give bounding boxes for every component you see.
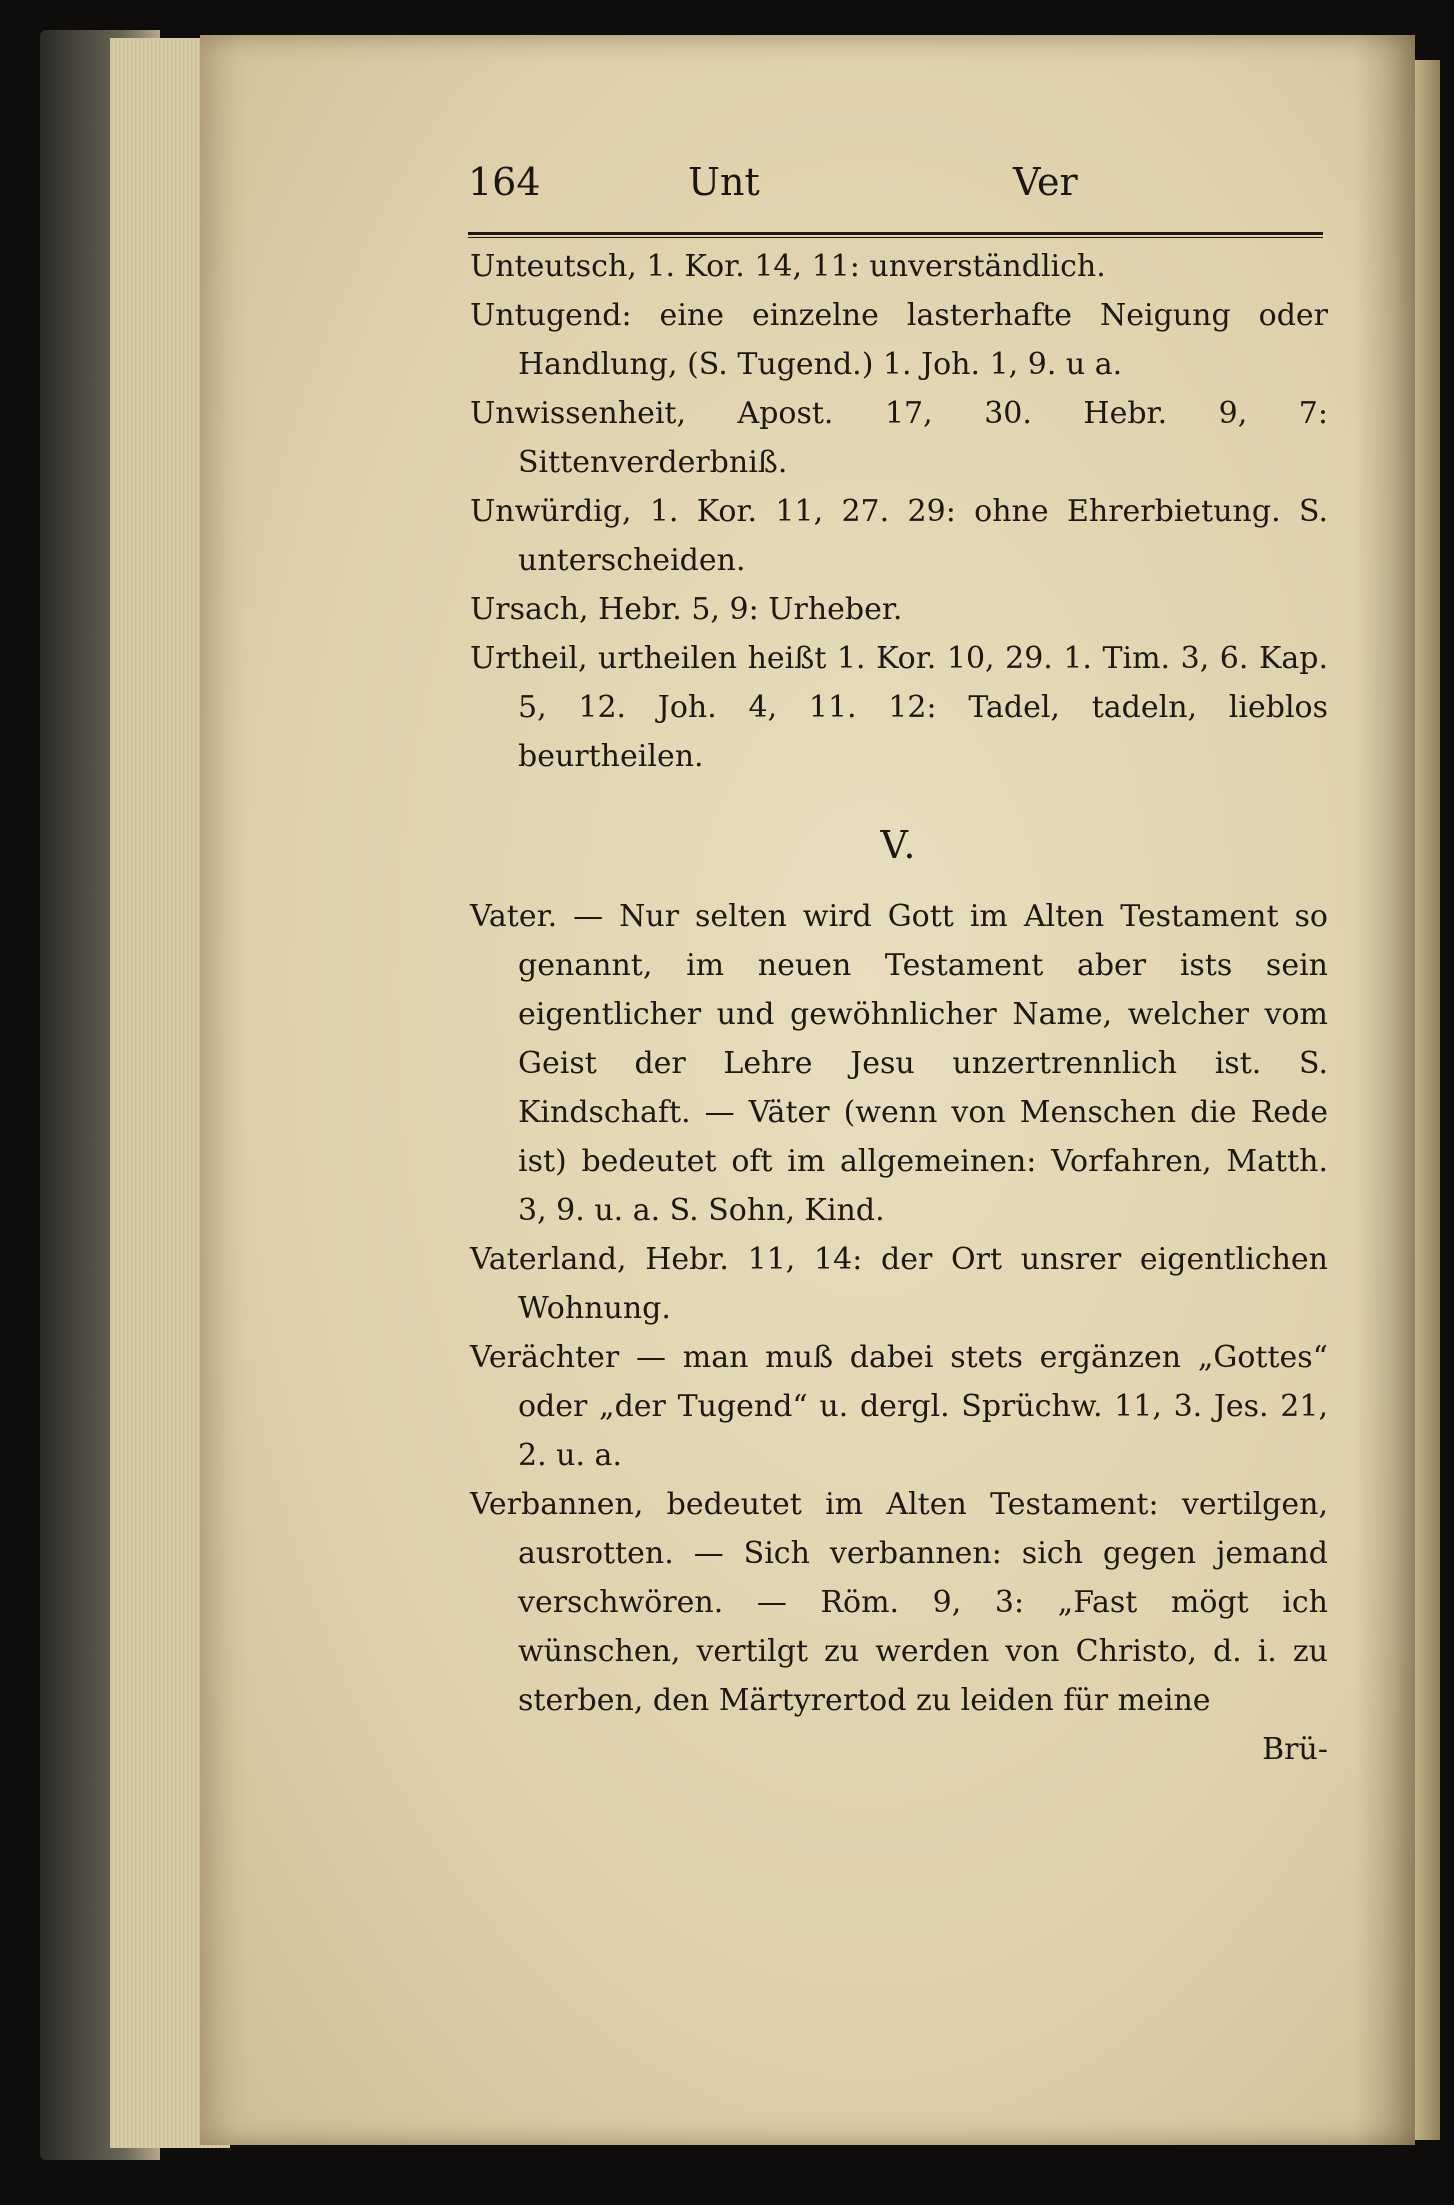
gutter-shadow (1355, 35, 1415, 2145)
entry-vaterland: Vaterland, Hebr. 11, 14: der Ort unsrer eigentlichen Wohnung. (470, 1242, 1328, 1326)
facing-page-edge (1412, 60, 1440, 2140)
header-left-catchword: Unt (688, 160, 760, 204)
entry-urtheil: Urtheil, urtheilen heißt 1. Kor. 10, 29. 1. Tim. 3, 6. Kap. 5, 12. Joh. 4, 11. 12: Tadel, tadeln, lieblos beurtheilen. (470, 641, 1328, 774)
entry-veraechter: Verächter — man muß dabei stets ergänzen „Gottes“ oder „der Tugend“ u. dergl. Sprüchw. 11, 3. Jes. 21, 2. u. a. (470, 1340, 1328, 1473)
running-header (468, 160, 1328, 220)
entry-unteutsch: Unteutsch, 1. Kor. 14, 11: unverständlich. (470, 249, 1106, 284)
entry-vater: Vater. — Nur selten wird Gott im Alten Testament so genannt, im neuen Testament aber ists sein eigentlicher und gewöhnlicher Name, welcher vom Geist der Lehre Jesu unzertrennlich ist. S. Kindschaft. — Väter (wenn von Menschen die Rede ist) bedeutet oft im allgemeinen: Vorfahren, Matth. 3, 9. u. a. S. Sohn, Kind. (470, 899, 1328, 1228)
header-right-catchword: Ver (1013, 160, 1078, 204)
header-rule (468, 232, 1323, 238)
entry-untugend: Untugend: eine einzelne lasterhafte Neigung oder Handlung, (S. Tugend.) 1. Joh. 1, 9. u a. (470, 298, 1328, 382)
entry-unwissenheit: Unwissenheit, Apost. 17, 30. Hebr. 9, 7: Sittenverderbniß. (470, 396, 1328, 480)
dictionary-text (470, 242, 1328, 1774)
catchword: Brü- (1262, 1732, 1328, 1767)
section-heading-v: V. (880, 823, 918, 867)
page-number: 164 (468, 160, 541, 204)
entry-verbannen: Verbannen, bedeutet im Alten Testament: vertilgen, ausrotten. — Sich verbannen: sich gegen jemand verschwören. — Röm. 9, 3: „Fast mögt ich wünschen, vertilgt zu werden von Christo, d. i. zu sterben, den Märtyrertod zu leiden für meine (470, 1487, 1328, 1718)
entry-unwuerdig: Unwürdig, 1. Kor. 11, 27. 29: ohne Ehrerbietung. S. unterscheiden. (470, 494, 1328, 578)
entry-ursach: Ursach, Hebr. 5, 9: Urheber. (470, 592, 903, 627)
